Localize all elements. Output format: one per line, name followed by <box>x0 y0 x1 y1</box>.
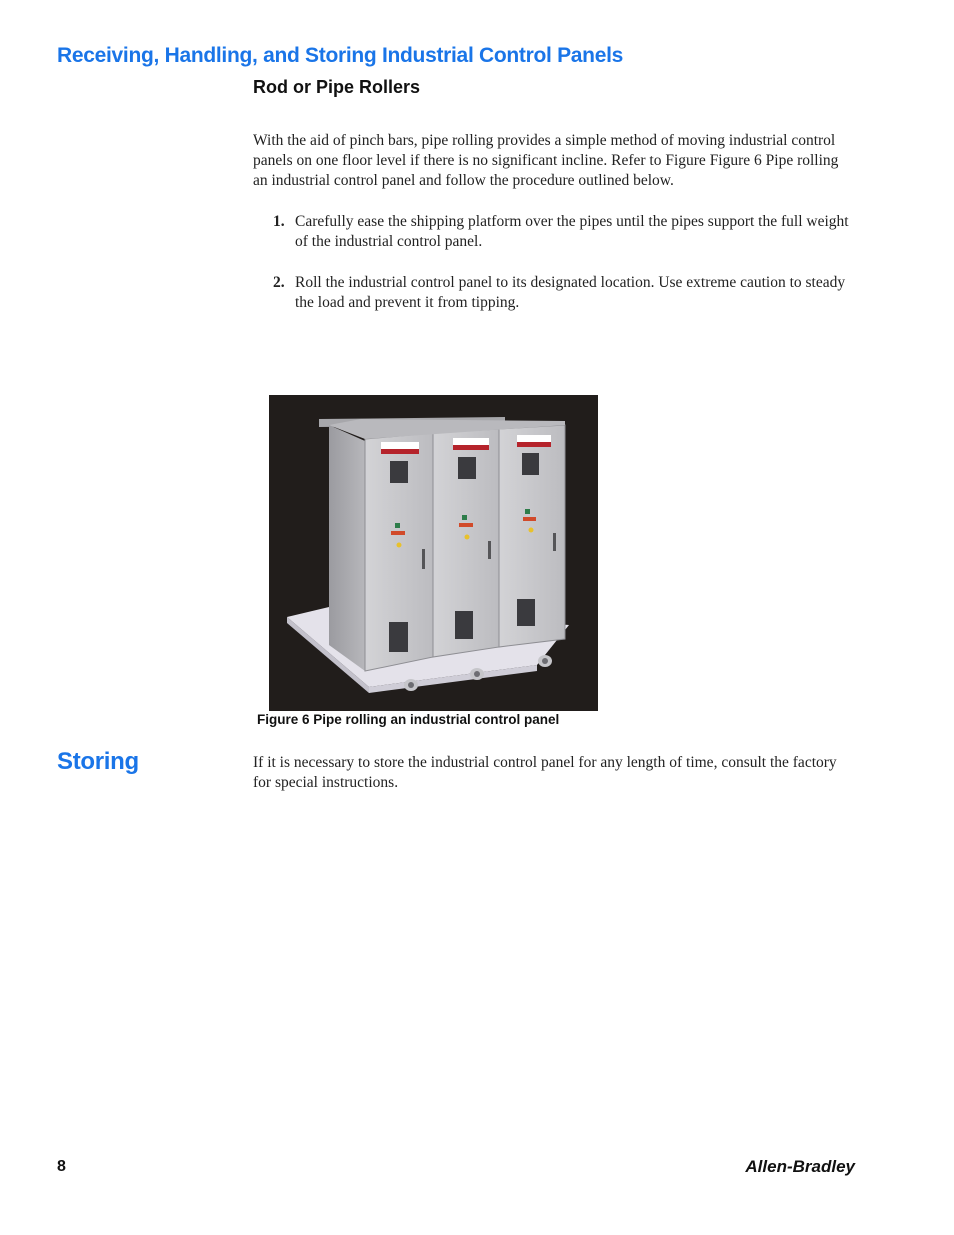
step-text: Roll the industrial control panel to its designated location. Use extreme caution to steady the load and prevent it from tipping. <box>295 274 846 311</box>
figure-caption: Figure 6 Pipe rolling an industrial control panel <box>257 712 560 727</box>
footer-brand: Allen-Bradley <box>745 1157 855 1176</box>
section-subheading: Rod or Pipe Rollers <box>253 77 421 97</box>
page-number: 8 <box>57 1158 66 1175</box>
storing-paragraph: If it is necessary to store the industrial control panel for any length of time, consult the factory for special instructions. <box>253 754 837 791</box>
step-number: 2. <box>273 274 285 291</box>
step-text: Carefully ease the shipping platform over the pipes until the pipes support the full weight of the industrial control panel. <box>295 213 849 250</box>
step-number: 1. <box>273 213 285 230</box>
procedure-step <box>273 212 853 252</box>
intro-paragraph: With the aid of pinch bars, pipe rolling provides a simple method of moving industrial control panels on one floor level if there is no significant incline. Refer to Figure Figure 6 Pipe rolling an industrial control panel and follow the procedure outlined below. <box>253 132 839 189</box>
section-heading-storing: Storing <box>57 748 139 775</box>
procedure-step <box>273 273 853 313</box>
page-title: Receiving, Handling, and Storing Industrial Control Panels <box>57 44 623 67</box>
control-panel-illustration <box>269 395 598 711</box>
figure-pipe-rolling-image <box>269 395 598 711</box>
